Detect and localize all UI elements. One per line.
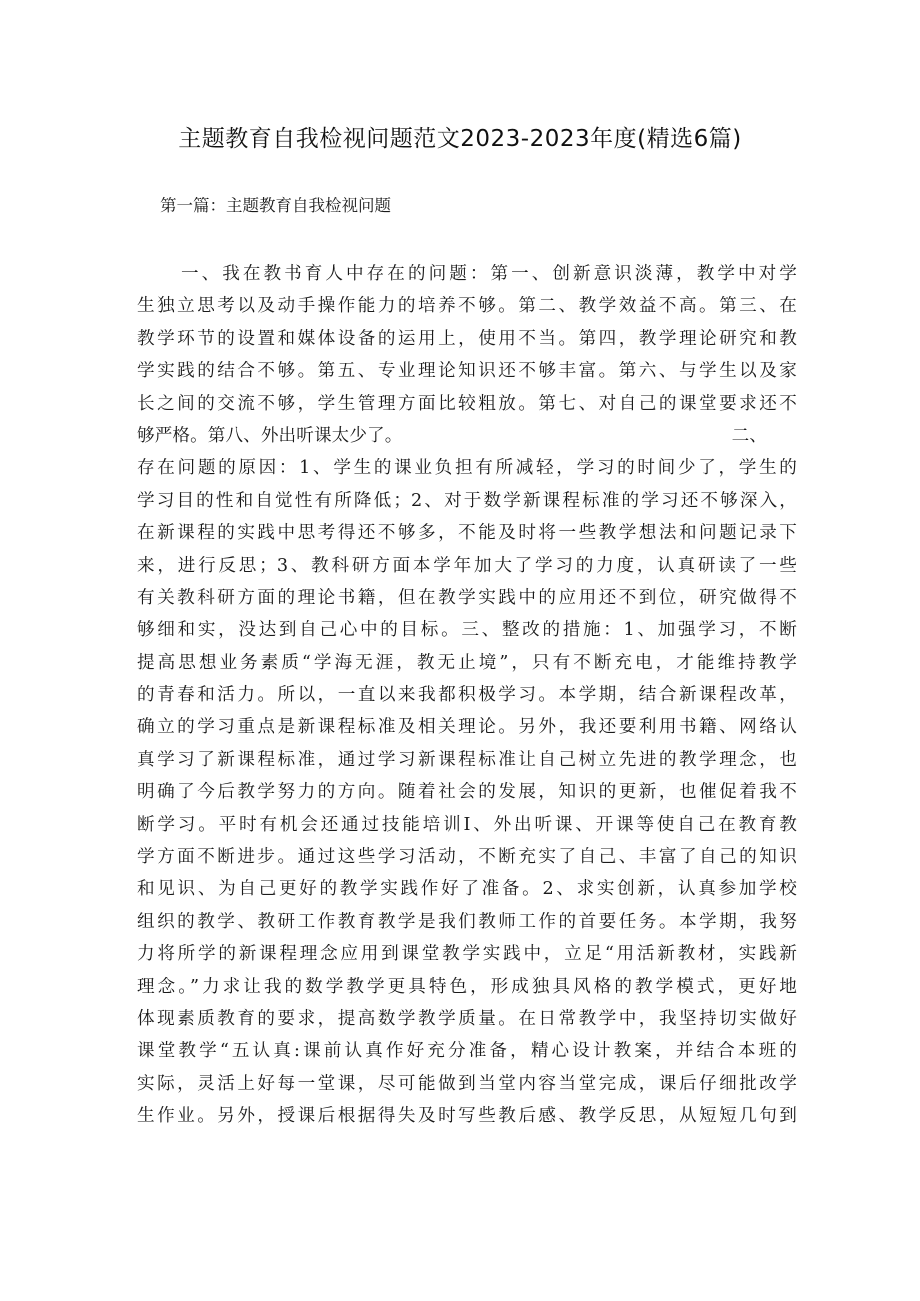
body-line: 体现素质教育的要求，提高数学教学质量。在日常教学中，我坚持切实做好 xyxy=(137,1008,797,1029)
body-line: 提高思想业务素质“学海无涯，教无止境”，只有不断充电，才能维持教学 xyxy=(137,652,797,673)
body-text xyxy=(137,258,797,1133)
body-line: 生独立思考以及动手操作能力的培养不够。第二、教学效益不高。第三、在 xyxy=(137,296,797,317)
document-title: 主题教育自我检视问题范文2023-2023年度(精选6篇) xyxy=(178,126,742,152)
body-line xyxy=(137,420,797,452)
body-line: 确立的学习重点是新课程标准及相关理论。另外，我还要利用书籍、网络认 xyxy=(137,717,797,738)
body-line: 够细和实，没达到自己心中的目标。三、整改的措施：1、加强学习，不断 xyxy=(137,620,797,641)
body-line: 教学环节的设置和媒体设备的运用上，使用不当。第四，教学理论研究和教 xyxy=(137,328,797,349)
body-line: 学习目的性和自觉性有所降低；2、对于数学新课程标准的学习还不够深入， xyxy=(137,490,797,511)
body-line: 有关教科研方面的理论书籍，但在教学实践中的应用还不到位，研究做得不 xyxy=(137,587,797,608)
body-line: 理念。”力求让我的数学教学更具特色，形成独具风格的教学模式，更好地 xyxy=(137,976,797,997)
body-line: 存在问题的原因：1、学生的课业负担有所减轻，学习的时间少了，学生的 xyxy=(137,458,797,479)
body-line: 学方面不断进步。通过这些学习活动，不断充实了自己、丰富了自己的知识 xyxy=(137,847,797,868)
body-line: 一、我在教书育人中存在的问题：第一、创新意识淡薄，教学中对学 xyxy=(181,264,797,284)
body-line: 实际，灵活上好每一堂课，尽可能做到当堂内容当堂完成，课后仔细批改学 xyxy=(137,1073,797,1094)
body-line: 学实践的结合不够。第五、专业理论知识还不够丰富。第六、与学生以及家 xyxy=(137,361,797,382)
body-line: 课堂教学“五认真:课前认真作好充分准备，精心设计教案，并结合本班的 xyxy=(137,1041,797,1062)
section-heading: 第一篇：主题教育自我检视问题 xyxy=(160,196,391,215)
body-line-text: 够严格。第八、外出听课太少了。 xyxy=(137,425,403,446)
body-line: 在新课程的实践中思考得还不够多，不能及时将一些教学想法和问题记录下 xyxy=(137,523,797,544)
body-line: 长之间的交流不够，学生管理方面比较粗放。第七、对自己的课堂要求还不 xyxy=(137,393,797,414)
body-line: 的青春和活力。所以，一直以来我都积极学习。本学期，结合新课程改革， xyxy=(137,685,797,706)
inline-section-marker: 二、 xyxy=(731,425,767,446)
body-line: 力将所学的新课程理念应用到课堂教学实践中，立足“用活新教材，实践新 xyxy=(137,944,797,965)
body-line: 来，进行反思；3、教科研方面本学年加大了学习的力度，认真研读了一些 xyxy=(137,555,797,576)
body-line: 和见识、为自己更好的教学实践作好了准备。2、求实创新，认真参加学校 xyxy=(137,879,797,900)
body-line: 组织的教学、教研工作教育教学是我们教师工作的首要任务。本学期，我努 xyxy=(137,911,797,932)
body-line: 明确了今后教学努力的方向。随着社会的发展，知识的更新，也催促着我不 xyxy=(137,782,797,803)
body-line: 断学习。平时有机会还通过技能培训I、外出听课、开课等使自己在教育教 xyxy=(137,814,797,835)
body-line: 真学习了新课程标准，通过学习新课程标准让自己树立先进的教学理念，也 xyxy=(137,749,797,770)
body-line: 生作业。另外，授课后根据得失及时写些教后感、教学反思，从短短几句到 xyxy=(137,1106,797,1127)
